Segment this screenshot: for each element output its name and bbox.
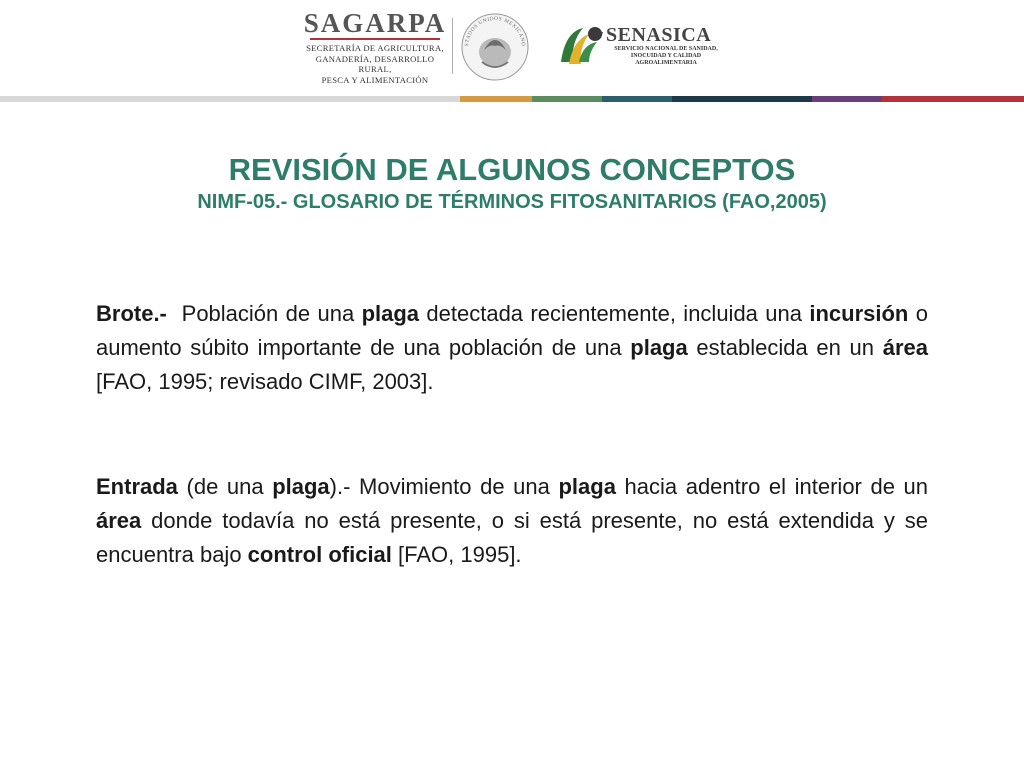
stripe-orange [460, 96, 532, 102]
page-title: REVISIÓN DE ALGUNOS CONCEPTOS [228, 152, 796, 187]
text: (de una [177, 474, 273, 499]
text: Población de una [181, 301, 362, 326]
bold-term: área [882, 335, 928, 360]
text: [FAO, 1995; revisado CIMF, 2003]. [96, 369, 434, 394]
sagarpa-line1: SECRETARÍA DE AGRICULTURA, [306, 43, 444, 53]
senasica-line3: AGROALIMENTARIA [635, 60, 697, 66]
bold-term: plaga [558, 474, 616, 499]
header [0, 0, 1024, 102]
seal-text: STADOS UNIDOS MEXICANO [463, 15, 527, 47]
definition-brote [96, 297, 928, 399]
mexico-seal-icon [460, 12, 530, 82]
text: establecida en un [687, 335, 883, 360]
sagarpa-name: SAGARPA [303, 8, 447, 38]
stripe-red [882, 96, 1024, 102]
text: [FAO, 1995]. [391, 542, 522, 567]
sagarpa-logo [300, 8, 450, 85]
text: detectada recientemente, incluida una [419, 301, 810, 326]
stripe-dark [672, 96, 812, 102]
text: donde todavía no está presente, o si está presente, no está extendida y se encuentra bajo [96, 508, 928, 567]
senasica-name: SENASICA [606, 24, 712, 46]
bold-term: plaga [630, 335, 688, 360]
bold-term: plaga [272, 474, 330, 499]
bold-term: plaga [361, 301, 420, 326]
title-block [0, 150, 1024, 216]
text: hacia adentro el interior de un [615, 474, 929, 499]
color-stripe-bar [0, 96, 1024, 102]
sagarpa-underline [310, 38, 440, 40]
stripe-teal [602, 96, 672, 102]
bold-term: incursión [809, 301, 909, 326]
senasica-line1: SERVICIO NACIONAL DE SANIDAD, [614, 46, 718, 52]
term: Brote.- [96, 301, 167, 326]
page-subtitle: NIMF-05.- GLOSARIO DE TÉRMINOS FITOSANITARIOS (FAO,2005) [197, 191, 827, 213]
bold-term: control oficial [247, 542, 392, 567]
term: Entrada [96, 474, 178, 499]
sagarpa-line2: GANADERÍA, DESARROLLO RURAL, [315, 53, 435, 74]
stripe-green [532, 96, 602, 102]
senasica-logo [606, 24, 726, 67]
definition-entrada [96, 470, 928, 572]
stripe-purple [812, 96, 882, 102]
header-divider [452, 18, 453, 74]
bold-term: área [96, 508, 142, 533]
text: o aumento súbito importante de una población de una [96, 301, 928, 360]
stripe-gray [0, 96, 460, 102]
sagarpa-line3: PESCA Y ALIMENTACIÓN [321, 74, 429, 85]
senasica-line2: INOCUIDAD Y CALIDAD [630, 53, 702, 59]
senasica-logo-icon [557, 22, 607, 68]
text: ).- Movimiento de una [329, 474, 559, 499]
